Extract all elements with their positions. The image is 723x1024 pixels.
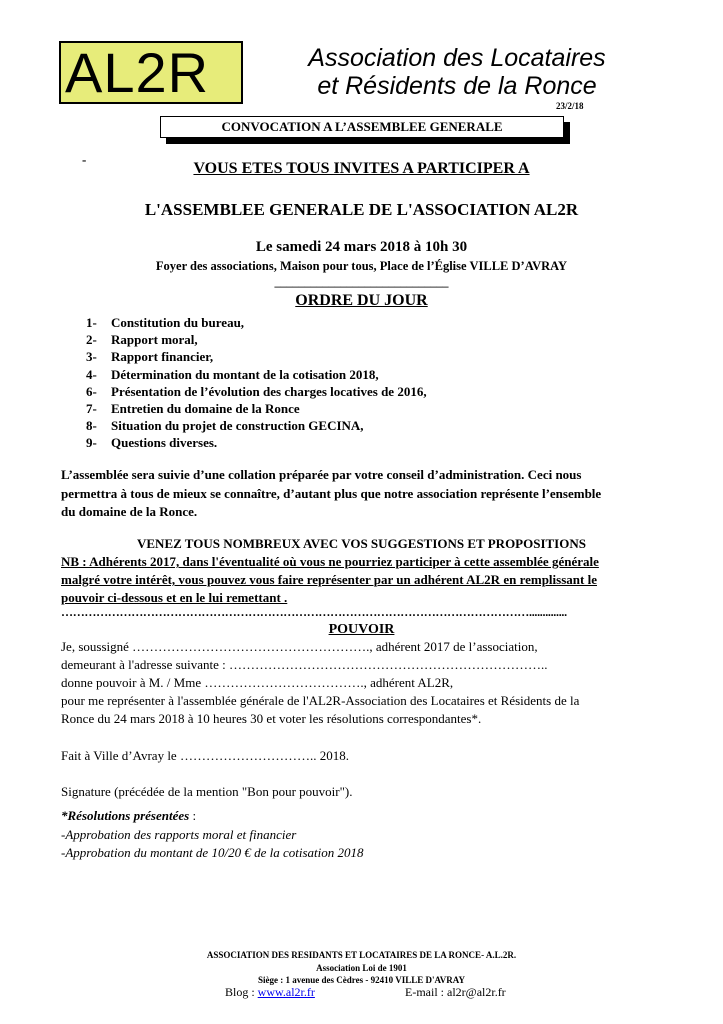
proxy-form-body: Je, soussigné ………………………………………………., adhérent 2017 de l’association, demeurant à l'adresse suivante : ……………………………………………………………….. donne pouvoir à M. / Mme ………………………………., adhérent AL2R, pour me représenter à l'assemblée générale de l'AL2R-Association des Locataires et Résidents de la Ronce du 24 mars 2018 à 10 heures 30 et voter les résolutions correspondantes*. Fait à Ville d’Avray le ………………………….. 2018. Signature (précédée de la mention "Bon pour pouvoir").	[61, 639, 580, 799]
al2r-logo: AL2R	[59, 41, 243, 104]
association-name-line1: Association des Locataires	[308, 44, 606, 72]
resolution-item: -Approbation du montant de 10/20 € de la cotisation 2018	[61, 845, 364, 861]
agenda-item-text: Situation du projet de construction GECINA,	[111, 418, 364, 434]
agenda-item-number: 2-	[86, 332, 97, 348]
call-to-attend: VENEZ TOUS NOMBREUX AVEC VOS SUGGESTIONS ET PROPOSITIONS	[137, 536, 586, 551]
agenda-item-text: Questions diverses.	[111, 435, 218, 451]
footer-email: E-mail : al2r@al2r.fr	[405, 985, 506, 999]
resolutions-list	[61, 826, 363, 862]
convocation-banner: CONVOCATION A L’ASSEMBLEE GENERALE	[160, 116, 564, 138]
agenda-item	[86, 314, 427, 331]
agenda-item-number: 3-	[86, 349, 97, 365]
footer-address: Siège : 1 avenue des Cèdres - 92410 VILLE D'AVRAY	[258, 975, 465, 985]
agenda-item	[86, 348, 427, 365]
resolution-item: -Approbation des rapports moral et financier	[61, 827, 297, 842]
footer-legal-status: Association Loi de 1901	[316, 963, 407, 973]
meeting-date-time: Le samedi 24 mars 2018 à 10h 30	[255, 239, 468, 255]
agenda-item	[86, 383, 427, 400]
agenda-item-number: 1-	[86, 315, 97, 330]
agenda-item-number: 7-	[86, 401, 97, 417]
agenda-item-number: 9-	[86, 435, 97, 451]
blog-label: Blog :	[225, 985, 258, 999]
agenda-item-number: 8-	[86, 418, 97, 434]
association-name	[262, 44, 652, 100]
agenda-item	[86, 417, 427, 434]
agenda-item	[86, 331, 427, 348]
agenda-item-text: Rapport moral,	[111, 332, 198, 348]
collation-paragraph: L’assemblée sera suivie d’une collation préparée par votre conseil d’administration. Ceci nous permettra à tous de mieux se connaître, d’autant plus que notre association représente l’ensemble du domaine de la Ronce.	[61, 467, 602, 519]
resolutions-label: *Résolutions présentées	[61, 808, 190, 823]
assembly-title: L'ASSEMBLEE GENERALE DE L'ASSOCIATION AL2R	[144, 200, 579, 219]
agenda-item-text: Rapport financier,	[111, 349, 214, 365]
agenda-item-text: Présentation de l’évolution des charges locatives de 2016,	[111, 383, 427, 399]
invitation-heading: VOUS ETES TOUS INVITES A PARTICIPER A	[193, 160, 530, 177]
agenda-item-number: 4-	[86, 366, 97, 382]
footer-blog	[225, 985, 315, 1000]
agenda-item-text: Constitution du bureau,	[111, 315, 245, 330]
agenda-list	[86, 314, 427, 452]
stray-dash: -	[82, 152, 87, 167]
proxy-form-title: POUVOIR	[328, 622, 395, 637]
agenda-item-number: 6-	[86, 383, 97, 399]
agenda-item	[86, 366, 427, 383]
blog-link[interactable]: www.al2r.fr	[257, 985, 315, 999]
agenda-item-text: Entretien du domaine de la Ronce	[111, 401, 300, 417]
meeting-location: Foyer des associations, Maison pour tous, Place de l’Église VILLE D’AVRAY	[155, 259, 568, 273]
association-name-line2: et Résidents de la Ronce	[317, 72, 597, 100]
proxy-note: NB : Adhérents 2017, dans l'éventualité où vous ne pourriez participer à cette assemblée générale malgré votre intérêt, vous pouvez vous faire représenter par un adhérent AL2R en remplissant le pouvoir ci-dessous et en le lui remettant .	[61, 554, 599, 605]
cut-line: …………………………………………………………………………………………………………..............	[61, 605, 567, 619]
agenda-item	[86, 434, 427, 451]
agenda-title: ORDRE DU JOUR	[295, 292, 428, 309]
document-date: 23/2/18	[556, 101, 584, 111]
separator-line: _____________________________	[274, 275, 449, 289]
resolutions-heading	[61, 808, 196, 824]
agenda-item	[86, 400, 427, 417]
agenda-item-text: Détermination du montant de la cotisation 2018,	[111, 366, 379, 382]
resolutions-colon: :	[189, 808, 197, 823]
footer-association-name: ASSOCIATION DES RESIDANTS ET LOCATAIRES DE LA RONCE- A.L.2R.	[206, 950, 517, 960]
